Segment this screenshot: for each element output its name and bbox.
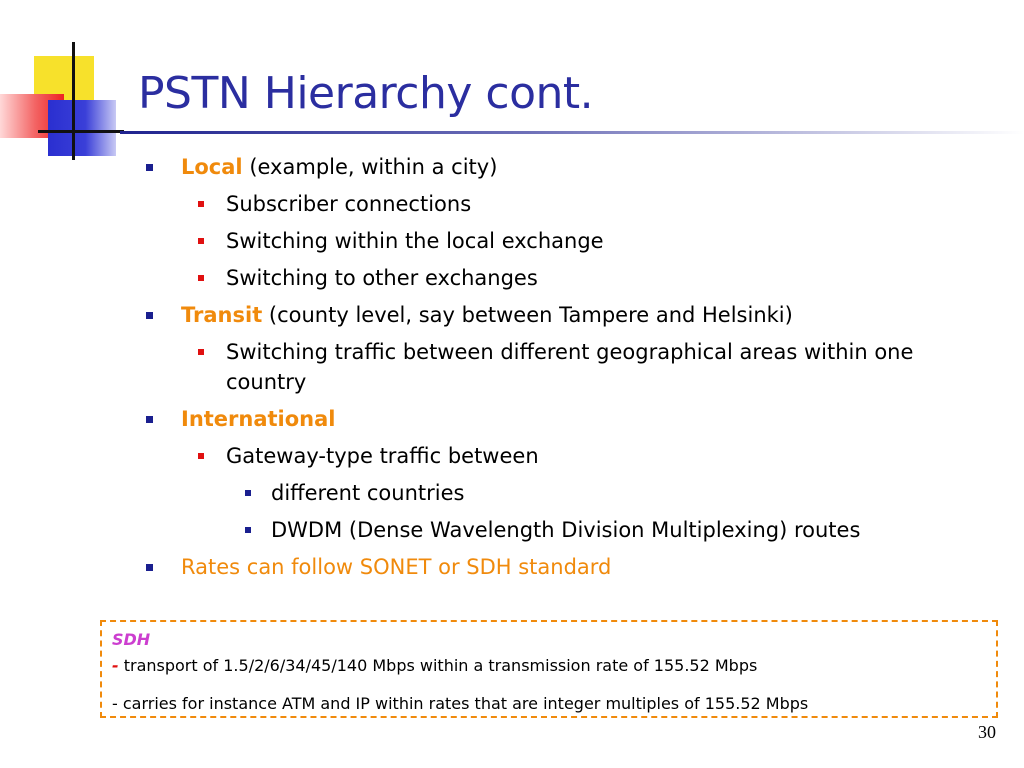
bullet-international-subsub-1 — [271, 478, 464, 508]
bullet-text: DWDM (Dense Wavelength Division Multiplexing) routes — [271, 518, 861, 542]
bullet-text: Switching to other exchanges — [226, 266, 538, 290]
bullet-square-icon — [245, 490, 251, 496]
keyword-international: International — [181, 407, 336, 431]
bullet-text: country — [226, 370, 307, 394]
page-number: 30 — [978, 722, 996, 742]
logo-blue-square — [48, 100, 116, 156]
bullet-international-subsub-2 — [271, 515, 860, 545]
keyword-local: Local — [181, 155, 243, 179]
sdh-dash: - — [112, 656, 119, 675]
logo-horizontal-line — [38, 130, 124, 133]
decorative-logo — [0, 0, 140, 170]
keyword-transit: Transit — [181, 303, 263, 327]
title-underline — [120, 131, 1024, 134]
bullet-international — [181, 404, 336, 434]
bullet-square-icon — [198, 275, 204, 281]
bullet-square-icon — [198, 201, 204, 207]
bullet-local — [181, 152, 497, 182]
bullet-text: Subscriber connections — [226, 192, 472, 216]
bullet-local-sub-1 — [226, 189, 471, 219]
bullet-local-text: (example, within a city) — [242, 155, 498, 179]
sdh-line-2: - carries for instance ATM and IP within rates that are integer multiples of 155.52 Mbps — [112, 694, 809, 713]
bullet-square-icon — [198, 349, 204, 355]
logo-vertical-line — [72, 42, 75, 160]
sdh-title: SDH — [112, 630, 151, 649]
slide-title: PSTN Hierarchy cont. — [138, 68, 594, 119]
bullet-square-icon — [198, 238, 204, 244]
bullet-text: Switching within the local exchange — [226, 229, 604, 253]
bullet-square-icon — [146, 564, 153, 571]
bullet-square-icon — [146, 164, 153, 171]
bullet-text: Gateway-type traffic between — [226, 444, 539, 468]
bullet-square-icon — [146, 312, 153, 319]
sdh-line-1-text: transport of 1.5/2/6/34/45/140 Mbps within a transmission rate of 155.52 Mbps — [118, 656, 758, 675]
bullet-local-sub-2 — [226, 226, 604, 256]
bullet-square-icon — [245, 527, 251, 533]
bullet-text: Switching traffic between different geographical areas within one — [226, 340, 914, 364]
bullet-local-sub-3 — [226, 263, 538, 293]
bullet-transit-sub-1-cont — [226, 367, 306, 397]
bullet-rates — [181, 552, 611, 582]
bullet-square-icon — [198, 453, 204, 459]
bullet-international-sub — [226, 441, 539, 471]
bullet-transit-text: (county level, say between Tampere and Helsinki) — [262, 303, 793, 327]
bullet-transit — [181, 300, 793, 330]
bullet-transit-sub-1 — [226, 337, 913, 367]
sdh-line-1 — [112, 656, 757, 675]
bullet-rates-text: Rates can follow SONET or SDH standard — [181, 555, 612, 579]
bullet-text: different countries — [271, 481, 465, 505]
bullet-square-icon — [146, 416, 153, 423]
